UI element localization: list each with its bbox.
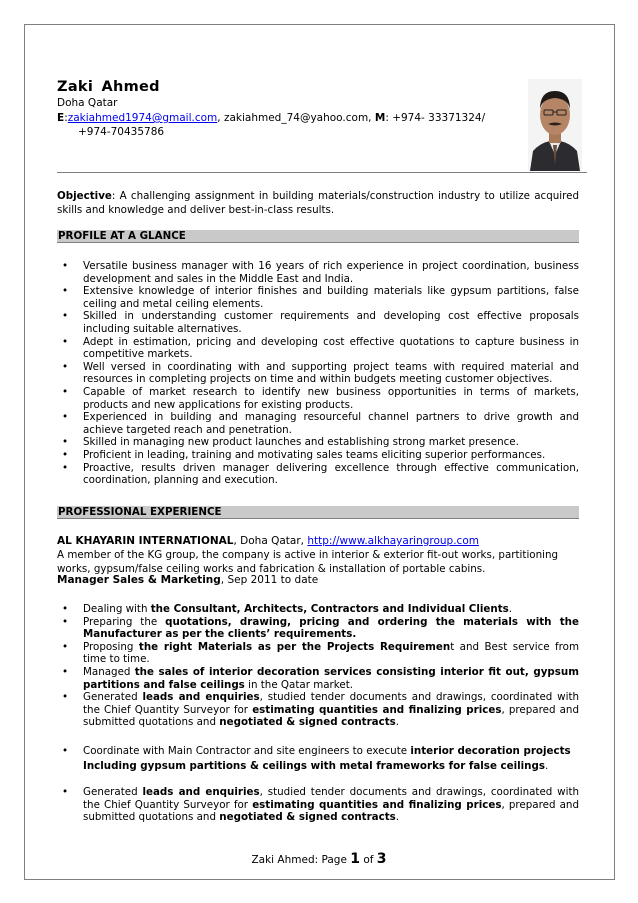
profile-photo xyxy=(528,79,582,171)
email-secondary: , zakiahmed_74@yahoo.com, xyxy=(217,112,375,124)
list-item: • Generated leads and enquiries, studied tender documents and drawings, coordinated with the Chief Quantity Surveyor for estimating quantities and finalizing prices, prepared and submitted quotations and negotiated & signed contracts. xyxy=(57,786,579,824)
list-item: • Coordinate with Main Contractor and site engineers to execute interior decoration projects Including gypsum partitions & ceilings with metal frameworks for false ceilings. xyxy=(57,744,579,774)
footer-page-number: 1 xyxy=(350,851,360,867)
mobile-number-2: +974-70435786 xyxy=(78,126,165,138)
company-location: , Doha Qatar, xyxy=(233,535,308,547)
header-divider xyxy=(57,172,587,173)
candidate-name: Zaki Ahmed xyxy=(57,79,160,95)
role-line xyxy=(57,574,318,586)
objective-label: Objective xyxy=(57,190,112,202)
footer-page-total: 3 xyxy=(376,851,387,867)
list-item: • Skilled in understanding customer requirements and developing cost effective proposals including suitable alternatives. xyxy=(57,310,579,335)
role-date: , Sep 2011 to date xyxy=(220,574,319,586)
footer-prefix: Zaki Ahmed: Page xyxy=(251,854,351,866)
list-item: • Skilled in managing new product launches and establishing strong market presence. xyxy=(57,436,579,449)
objective-text: : A challenging assignment in building materials/construction industry to utilize acquired skills and knowledge and deliver best-in-class results. xyxy=(57,190,579,216)
footer-of: of xyxy=(360,854,377,866)
email-label: E xyxy=(57,112,65,124)
duties-list xyxy=(57,603,579,729)
role-title: Manager Sales & Marketing xyxy=(57,574,221,586)
list-item: • Experienced in building and managing resourceful channel partners to drive growth and achieve targeted reach and penetration. xyxy=(57,411,579,436)
company-name: AL KHAYARIN INTERNATIONAL xyxy=(57,535,234,547)
contact-line: E:zakiahmed1974@gmail.com, zakiahmed_74@yahoo.com, M: +974- 33371324/ xyxy=(57,112,486,124)
mobile-number-1: : +974- 33371324/ xyxy=(385,112,486,124)
company-url-link[interactable]: http://www.alkhayaringroup.com xyxy=(307,535,479,547)
mobile-label: M xyxy=(374,112,386,124)
list-item: • Capable of market research to identify new business opportunities in terms of markets, products and new applications for existing products. xyxy=(57,386,579,411)
list-item: • Versatile business manager with 16 years of rich experience in project coordination, business development and sales in the Middle East and India. xyxy=(57,260,579,285)
email-link[interactable]: zakiahmed1974@gmail.com xyxy=(67,112,218,124)
profile-list xyxy=(57,260,579,487)
list-item: • Proposing the right Materials as per the Projects Requirement and Best service from time to time. xyxy=(57,641,579,666)
objective-paragraph xyxy=(57,190,579,217)
company-line xyxy=(57,535,479,547)
experience-section-heading: PROFESSIONAL EXPERIENCE xyxy=(57,506,579,519)
profile-section-heading: PROFILE AT A GLANCE xyxy=(57,230,579,243)
duties-list-3 xyxy=(57,786,579,824)
list-item: • Extensive knowledge of interior finishes and building materials like gypsum partitions, false ceiling and metal ceiling elements. xyxy=(57,285,579,310)
list-item: • Dealing with the Consultant, Architects, Contractors and Individual Clients. xyxy=(57,603,579,616)
list-item: • Adept in estimation, pricing and developing cost effective quotations to capture business in competitive markets. xyxy=(57,336,579,361)
list-item: • Preparing the quotations, drawing, pricing and ordering the materials with the Manufacturer as per the clients’ requirements. xyxy=(57,616,579,641)
list-item: • Proficient in leading, training and motivating sales teams eliciting superior performances. xyxy=(57,449,579,462)
page-footer xyxy=(0,851,638,867)
company-description: A member of the KG group, the company is active in interior & exterior fit-out works, partitioning works, gypsum/false ceiling works and fabrication & installation of portable cabins. xyxy=(57,549,559,575)
list-item: • Managed the sales of interior decoration services consisting interior fit out, gypsum partitions and false ceilings in the Qatar market. xyxy=(57,666,579,691)
list-item: • Proactive, results driven manager delivering excellence through effective communication, coordination, planning and execution. xyxy=(57,462,579,487)
list-item: • Well versed in coordinating with and supporting project teams with required material and resources in completing projects on time and within budgets meeting customer objectives. xyxy=(57,361,579,386)
list-item: • Generated leads and enquiries, studied tender documents and drawings, coordinated with the Chief Quantity Surveyor for estimating quantities and finalizing prices, prepared and submitted quotations and negotiated & signed contracts. xyxy=(57,691,579,729)
duties-list-2 xyxy=(57,744,579,774)
candidate-location: Doha Qatar xyxy=(57,97,118,109)
